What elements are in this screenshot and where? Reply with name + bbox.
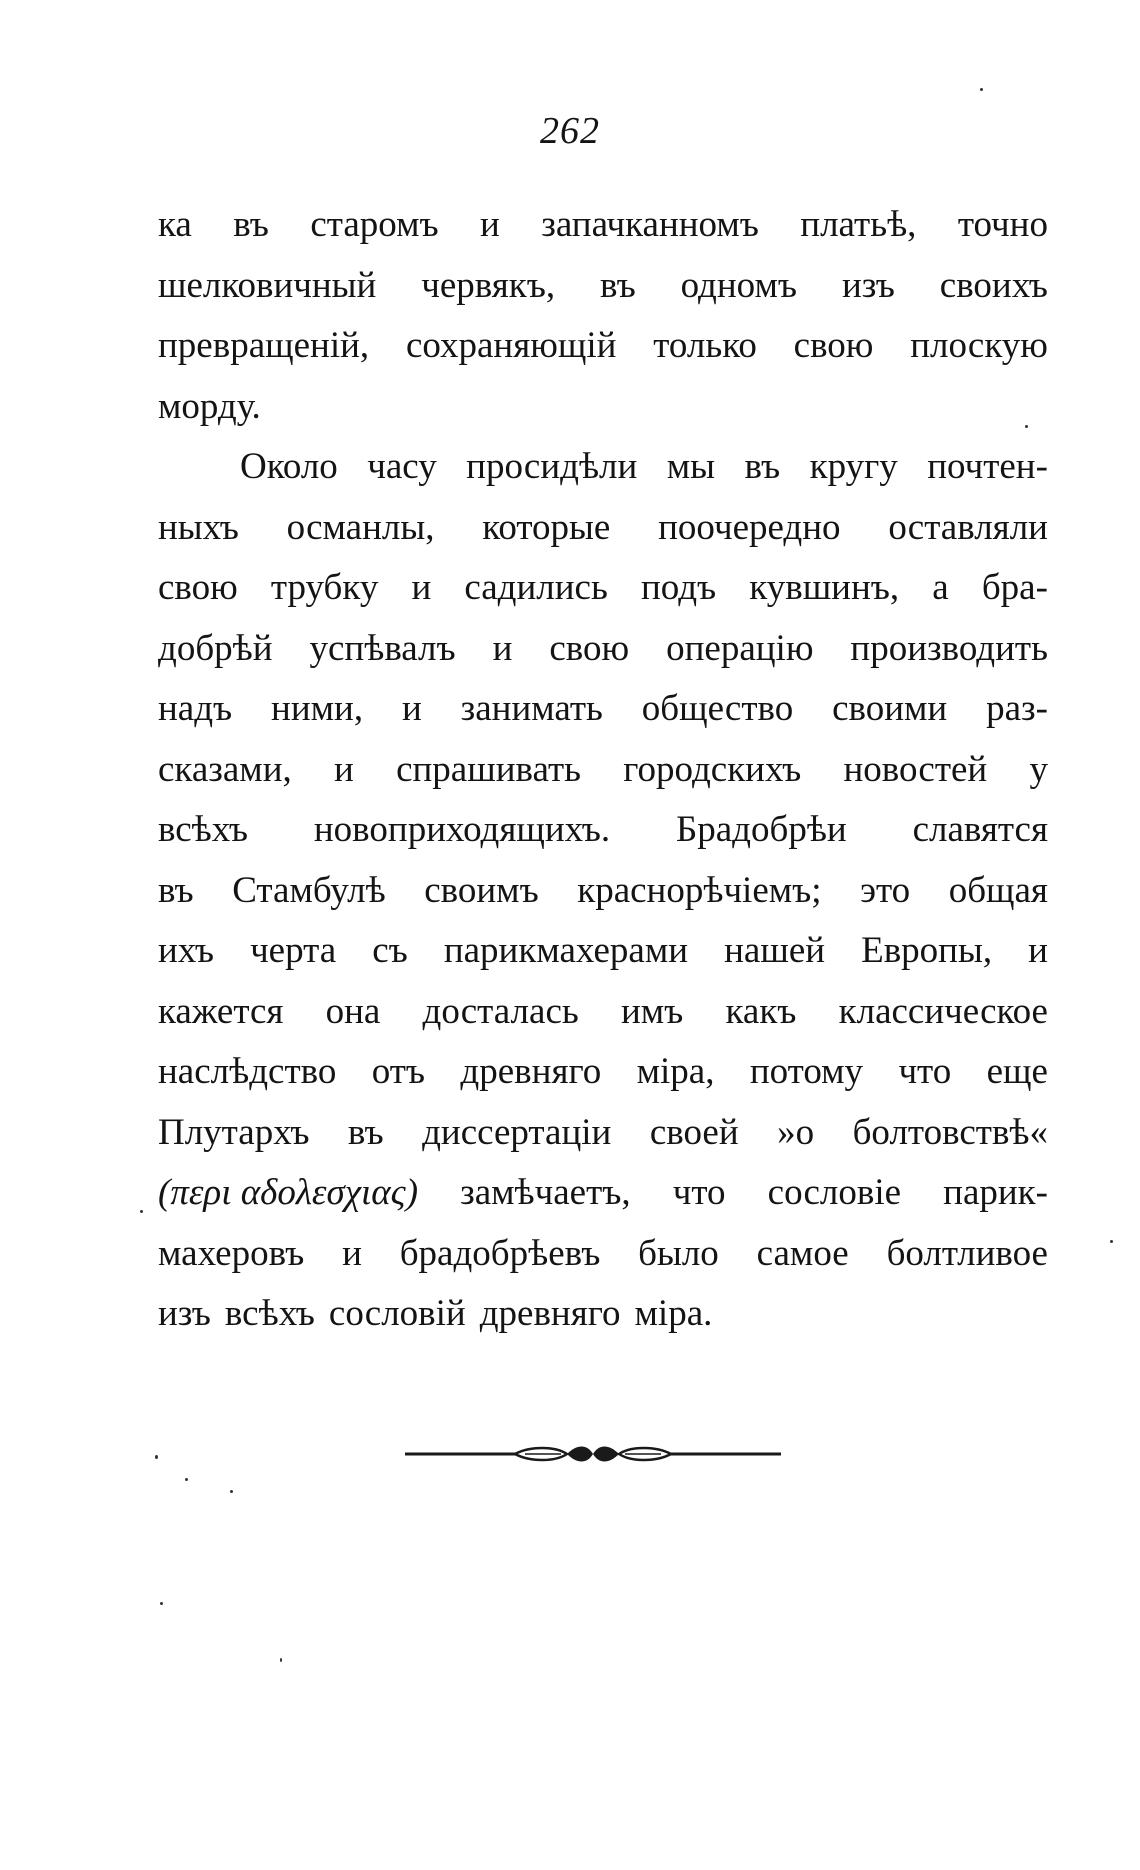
word: имъ <box>620 990 684 1032</box>
word: міра. <box>634 1293 713 1334</box>
word: раз- <box>986 688 1048 729</box>
word: кажется <box>158 990 284 1032</box>
word: замѣчаетъ, <box>460 1172 631 1213</box>
text-line <box>158 679 1048 740</box>
text-line <box>158 1042 1048 1103</box>
text-line <box>158 921 1048 982</box>
word: Европы, <box>861 930 993 971</box>
word: кувшинъ, <box>749 567 900 608</box>
word: и <box>1028 930 1048 971</box>
word: она <box>325 990 381 1032</box>
paper-speck <box>1025 425 1028 428</box>
word: и <box>480 204 500 245</box>
text-line <box>158 437 1048 498</box>
word: всѣхъ <box>224 1293 315 1334</box>
word: шелковичный <box>158 264 377 306</box>
word: почтен- <box>927 446 1048 487</box>
word: сохраняющій <box>405 325 617 366</box>
word: садились <box>464 567 608 608</box>
word: превращеній, <box>158 325 370 366</box>
word: одномъ <box>680 264 798 306</box>
word: мы <box>666 446 716 487</box>
word: свою <box>158 567 238 608</box>
word: что <box>898 1051 952 1092</box>
word: и <box>334 748 354 790</box>
word: общая <box>948 869 1048 911</box>
word: краснорѣчіемъ; <box>577 869 822 911</box>
text-line <box>158 316 1048 377</box>
text-line <box>158 740 1048 801</box>
word: часу <box>367 446 437 487</box>
text-line <box>158 1224 1048 1285</box>
word: подъ <box>640 567 717 608</box>
word: морду. <box>158 385 261 427</box>
word: ними, <box>271 688 364 729</box>
word: (περι αδολεσχιας) <box>158 1172 419 1213</box>
word: оставляли <box>888 506 1048 548</box>
word: древняго <box>460 1051 602 1092</box>
word: отъ <box>371 1051 426 1092</box>
paper-speck <box>160 1602 163 1605</box>
word: еще <box>986 1051 1048 1092</box>
word: наслѣдство <box>158 1051 337 1092</box>
word: парик- <box>943 1172 1048 1213</box>
word: диссертаціи <box>422 1111 612 1153</box>
paper-speck <box>230 1490 233 1493</box>
word: добрѣй <box>158 627 273 669</box>
word: черта <box>250 930 337 971</box>
word: болтовствѣ« <box>852 1111 1048 1153</box>
text-line <box>158 195 1048 256</box>
word: сказами, <box>158 748 292 790</box>
paper-speck <box>1110 1240 1113 1243</box>
text-line <box>158 982 1048 1043</box>
word: сословіе <box>767 1172 902 1213</box>
word: запачканномъ <box>541 204 759 245</box>
word: точно <box>957 204 1048 245</box>
word: производить <box>850 627 1048 669</box>
word: классическое <box>838 990 1048 1032</box>
word: міра, <box>636 1051 715 1092</box>
word: Около <box>240 446 338 487</box>
word: Стамбулѣ <box>232 869 386 911</box>
word: у <box>1029 748 1048 790</box>
section-end-ornament <box>405 1442 781 1466</box>
word: самое <box>756 1232 849 1274</box>
word: съ <box>372 930 408 971</box>
word: въ <box>744 446 781 487</box>
paper-speck <box>185 1478 188 1481</box>
word: досталась <box>422 990 579 1032</box>
word: бра- <box>981 567 1048 608</box>
paper-speck <box>980 88 983 91</box>
page-number: 262 <box>540 110 600 152</box>
word: что <box>672 1172 726 1213</box>
text-line <box>158 1163 1048 1224</box>
word: операцію <box>666 627 814 669</box>
word: нашей <box>724 930 826 971</box>
word: какъ <box>725 990 797 1032</box>
word: ныхъ <box>158 506 239 548</box>
word: и <box>401 688 422 729</box>
word: просидѣли <box>466 446 638 487</box>
word: Брадобрѣи <box>676 809 847 850</box>
body-text <box>158 195 1048 1345</box>
text-line <box>158 558 1048 619</box>
word: и <box>411 567 432 608</box>
word: общество <box>641 688 794 729</box>
word: изъ <box>841 264 895 306</box>
word: въ <box>233 204 269 245</box>
word: кругу <box>809 446 898 487</box>
word: ихъ <box>158 930 215 971</box>
word: Плутархъ <box>158 1111 310 1153</box>
word: своими <box>832 688 948 729</box>
text-line <box>158 619 1048 680</box>
word: поочередно <box>658 506 841 548</box>
word: надъ <box>158 688 233 729</box>
word: »о <box>777 1111 815 1153</box>
word: которые <box>482 506 611 548</box>
word: османлы, <box>286 506 435 548</box>
word: въ <box>158 869 194 911</box>
word: своихъ <box>939 264 1048 306</box>
text-line <box>158 498 1048 559</box>
word: всѣхъ <box>158 809 248 850</box>
paper-speck <box>155 1455 158 1459</box>
word: плоскую <box>910 325 1048 366</box>
word: свою <box>549 627 630 669</box>
word: новостей <box>843 748 988 790</box>
word: ка <box>158 204 192 245</box>
word: занимать <box>460 688 603 729</box>
word: новоприходящихъ. <box>313 809 611 850</box>
text-line <box>158 800 1048 861</box>
text-line <box>158 1284 1048 1345</box>
word: это <box>860 869 911 911</box>
text-line <box>158 256 1048 317</box>
paper-speck <box>140 1210 143 1213</box>
word: а <box>932 567 949 608</box>
word: свою <box>793 325 874 366</box>
word: брадобрѣевъ <box>399 1232 601 1274</box>
word: изъ <box>158 1293 211 1334</box>
word: въ <box>600 264 636 306</box>
word: парикмахерами <box>443 930 689 971</box>
word: болтливое <box>886 1232 1048 1274</box>
word: было <box>638 1232 719 1274</box>
word: и <box>342 1232 362 1274</box>
word: потому <box>749 1051 864 1092</box>
word: городскихъ <box>623 748 802 790</box>
word: махеровъ <box>158 1232 305 1274</box>
text-line <box>158 1103 1048 1164</box>
word: славятся <box>912 809 1048 850</box>
word: своимъ <box>424 869 539 911</box>
word: древняго <box>479 1293 621 1334</box>
word: и <box>492 627 513 669</box>
word: въ <box>347 1111 384 1153</box>
paper-speck <box>280 1658 282 1662</box>
word: только <box>653 325 757 366</box>
word: червякъ, <box>421 264 556 306</box>
text-line <box>158 861 1048 922</box>
word: старомъ <box>310 204 439 245</box>
word: трубку <box>270 567 379 608</box>
text-line <box>158 377 1048 438</box>
word: успѣвалъ <box>309 627 456 669</box>
word: платьѣ, <box>800 204 917 245</box>
word: спрашивать <box>396 748 582 790</box>
word: своей <box>649 1111 739 1153</box>
word: сословій <box>328 1293 466 1334</box>
